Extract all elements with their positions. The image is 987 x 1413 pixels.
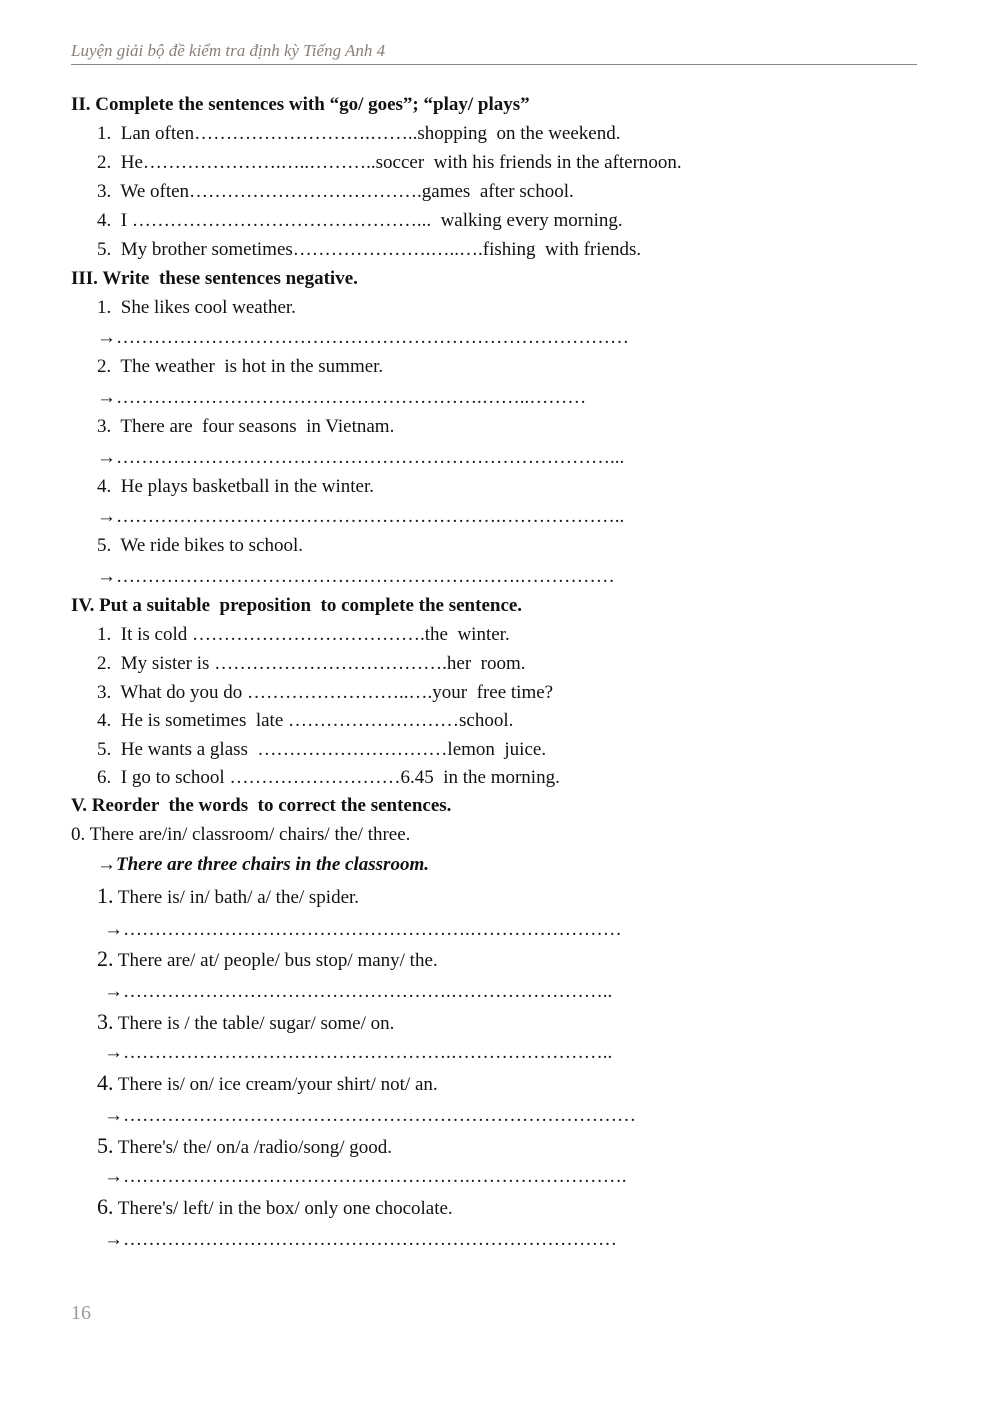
answer-line: →……………………………………………………………………… — [104, 1105, 636, 1126]
section-heading: V. Reorder the words to correct the sentences. — [71, 795, 452, 816]
item-number: 4. — [97, 1070, 114, 1095]
exercise-item: 2. My sister is ……………………………….her room. — [97, 653, 526, 674]
answer-line: →……………………………………………….…………………… — [104, 919, 622, 940]
section-heading: III. Write these sentences negative. — [71, 268, 358, 289]
header-rule — [71, 64, 917, 65]
answer-line: →…………………………………………………………………… — [104, 1229, 617, 1250]
exercise-item: 1. She likes cool weather. — [97, 297, 296, 318]
exercise-item: 2. He………………….…..………..soccer with his friends in the afternoon. — [97, 152, 682, 173]
page-number: 16 — [71, 1302, 91, 1324]
answer-line: →……………………………………………………………………… — [97, 327, 629, 348]
item-number: 5. — [97, 1133, 114, 1158]
section-heading: II. Complete the sentences with “go/ goes”; “play/ plays” — [71, 94, 530, 115]
item-text: There is/ on/ ice cream/your shirt/ not/ an. — [113, 1074, 438, 1095]
exercise-item — [97, 1196, 453, 1220]
item-text: There's/ the/ on/a /radio/song/ good. — [113, 1137, 393, 1158]
exercise-item: 5. He wants a glass …………………………lemon juice. — [97, 739, 547, 760]
exercise-item — [97, 885, 359, 909]
answer-line: →………………………………………………….……..……… — [97, 387, 587, 408]
exercise-item: 5. We ride bikes to school. — [97, 535, 304, 556]
exercise-item: 1. Lan often……………………….……..shopping on the weekend. — [97, 123, 621, 144]
answer-line: →There are three chairs in the classroom. — [97, 854, 429, 875]
running-header: Luyện giải bộ đề kiểm tra định kỳ Tiếng Anh 4 — [71, 41, 386, 60]
answer-line: →……………………………………………….……………………. — [104, 1166, 627, 1187]
exercise-item — [97, 1135, 392, 1159]
answer-line: →……………………………………………………………………... — [97, 447, 625, 468]
exercise-item: 2. The weather is hot in the summer. — [97, 356, 384, 377]
item-number: 2. — [97, 946, 114, 971]
exercise-item: 3. We often……………………………….games after school. — [97, 181, 574, 202]
exercise-item: 4. He is sometimes late ………………………school. — [97, 710, 514, 731]
example-line: 0. There are/in/ classroom/ chairs/ the/ three. — [71, 824, 411, 845]
answer-line: →…………………………………………………….……………….. — [97, 506, 625, 527]
item-text: There's/ left/ in the box/ only one chocolate. — [113, 1198, 453, 1219]
item-number: 1. — [97, 883, 114, 908]
exercise-item: 3. What do you do ……………………..….your free time? — [97, 682, 554, 703]
item-text: There is / the table/ sugar/ some/ on. — [113, 1013, 395, 1034]
item-number: 3. — [97, 1009, 114, 1034]
section-heading: IV. Put a suitable preposition to complete the sentence. — [71, 595, 523, 616]
exercise-item: 5. My brother sometimes………………….…..….fishing with friends. — [97, 239, 642, 260]
item-text: There are/ at/ people/ bus stop/ many/ the. — [113, 950, 438, 971]
exercise-item: 4. He plays basketball in the winter. — [97, 476, 375, 497]
exercise-item — [97, 1072, 438, 1096]
exercise-item — [97, 1011, 394, 1035]
answer-line: →…………………………………………….…………………….. — [104, 981, 613, 1002]
exercise-item: 4. I ………………………………………... walking every morning. — [97, 210, 623, 231]
exercise-item: 6. I go to school ………………………6.45 in the morning. — [97, 767, 560, 788]
answer-line: →……………………………………………………….…………… — [97, 566, 615, 587]
exercise-item — [97, 948, 438, 972]
item-number: 6. — [97, 1194, 114, 1219]
exercise-item: 1. It is cold ……………………………….the winter. — [97, 624, 510, 645]
item-text: There is/ in/ bath/ a/ the/ spider. — [113, 887, 360, 908]
exercise-item: 3. There are four seasons in Vietnam. — [97, 416, 395, 437]
answer-line: →…………………………………………….…………………….. — [104, 1042, 613, 1063]
